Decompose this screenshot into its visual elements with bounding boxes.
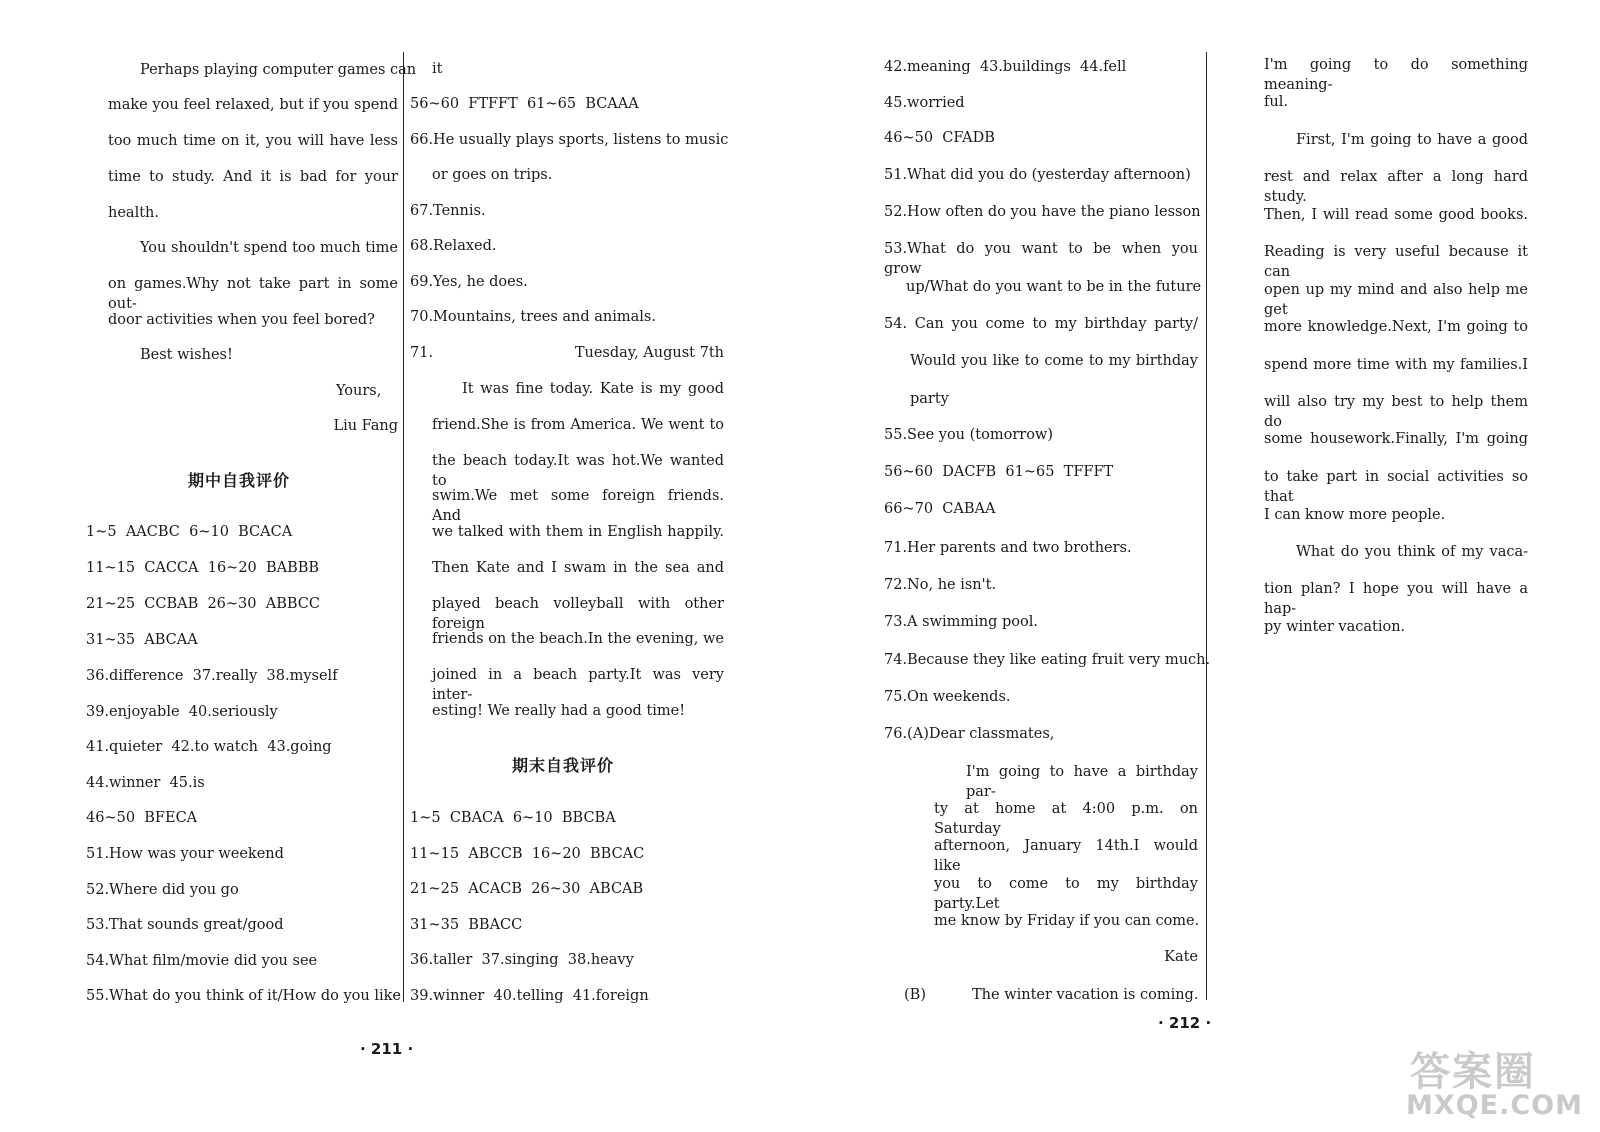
- answer-line: 66~70 CABAA: [884, 501, 996, 517]
- answer-line: 21~25 CCBAB 26~30 ABBCC: [86, 596, 320, 612]
- essay-line: spend more time with my families.I: [1264, 357, 1528, 373]
- column-divider: [403, 52, 404, 1002]
- answer-line: 56~60 FTFFT 61~65 BCAAA: [410, 96, 639, 112]
- answer-line: 55.See you (tomorrow): [884, 427, 1053, 443]
- answer-line: 75.On weekends.: [884, 689, 1011, 705]
- diary-line: swim.We met some foreign friends. And: [432, 488, 724, 524]
- letter-line: health.: [108, 205, 159, 221]
- answer-line: 42.meaning 43.buildings 44.fell: [884, 59, 1127, 75]
- answer-line: 36.taller 37.singing 38.heavy: [410, 952, 634, 968]
- essay-line: Reading is very useful because it can: [1264, 244, 1528, 280]
- answer-line: 73.A swimming pool.: [884, 614, 1038, 630]
- answer-line: 1~5 AACBC 6~10 BCACA: [86, 524, 293, 540]
- diary-number: 71.: [410, 345, 434, 361]
- letter-line: time to study. And it is bad for your: [108, 169, 398, 185]
- essay-line: py winter vacation.: [1264, 619, 1406, 635]
- invite-line: I'm going to have a birthday par-: [966, 764, 1198, 800]
- section-title-final: 期末自我评价: [512, 756, 615, 775]
- invite-line: me know by Friday if you can come.: [934, 913, 1200, 929]
- letter-line: door activities when you feel bored?: [108, 312, 375, 328]
- answer-line: 41.quieter 42.to watch 43.going: [86, 739, 332, 755]
- answer-line: 31~35 BBACC: [410, 917, 523, 933]
- answer-line: 51.How was your weekend: [86, 846, 284, 862]
- diary-line: friends on the beach.In the evening, we: [432, 631, 724, 647]
- answer-line: 46~50 BFECA: [86, 810, 198, 826]
- letter-line: Perhaps playing computer games can: [140, 62, 417, 78]
- answer-line: 46~50 CFADB: [884, 130, 995, 146]
- letter-signature: Liu Fang: [333, 418, 398, 434]
- answer-line: 74.Because they like eating fruit very much.: [884, 652, 1211, 668]
- diary-line: esting! We really had a good time!: [432, 703, 686, 719]
- page-number: · 212 ·: [1158, 1014, 1212, 1032]
- answer-line: 54.What film/movie did you see: [86, 953, 318, 969]
- answer-line: 67.Tennis.: [410, 203, 486, 219]
- diary-line: played beach volleyball with other foreign: [432, 596, 724, 632]
- answer-line: it: [432, 61, 443, 77]
- invite-line: ty at home at 4:00 p.m. on Saturday: [934, 801, 1198, 837]
- answer-line: up/What do you want to be in the future: [906, 279, 1202, 295]
- essay-line: rest and relax after a long hard study.: [1264, 169, 1528, 205]
- answer-line: 31~35 ABCAA: [86, 632, 198, 648]
- column-divider: [1206, 52, 1207, 1000]
- invite-line: afternoon, January 14th.I would like: [934, 838, 1198, 874]
- answer-line: 52.How often do you have the piano lesson: [884, 204, 1201, 220]
- part-b-label: (B): [904, 987, 926, 1003]
- answer-line: 21~25 ACACB 26~30 ABCAB: [410, 881, 644, 897]
- answer-line: 54. Can you come to my birthday party/: [884, 316, 1198, 332]
- answer-line: 44.winner 45.is: [86, 775, 205, 791]
- essay-line: will also try my best to help them do: [1264, 394, 1528, 430]
- diary-line: friend.She is from America. We went to: [432, 417, 724, 433]
- answer-line: 1~5 CBACA 6~10 BBCBA: [410, 810, 616, 826]
- watermark-url: MXQE.COM: [1406, 1090, 1583, 1121]
- letter-yours: Yours,: [336, 383, 382, 399]
- essay-line: I can know more people.: [1264, 507, 1446, 523]
- answer-line: 39.enjoyable 40.seriously: [86, 704, 278, 720]
- answer-line: 36.difference 37.really 38.myself: [86, 668, 338, 684]
- answer-line: 70.Mountains, trees and animals.: [410, 309, 656, 325]
- letter-line: on games.Why not take part in some out-: [108, 276, 398, 312]
- letter-line: make you feel relaxed, but if you spend: [108, 97, 398, 113]
- essay-line: tion plan? I hope you will have a hap-: [1264, 581, 1528, 617]
- answer-line: 53.That sounds great/good: [86, 917, 284, 933]
- answer-line: 53.What do you want to be when you grow: [884, 241, 1198, 277]
- answer-line: 76.(A)Dear classmates,: [884, 726, 1055, 742]
- answer-line: or goes on trips.: [432, 167, 553, 183]
- essay-line: First, I'm going to have a good: [1296, 132, 1528, 148]
- essay-line: some housework.Finally, I'm going: [1264, 431, 1528, 447]
- page-number: · 211 ·: [360, 1040, 414, 1058]
- invite-signature: Kate: [1164, 949, 1198, 965]
- answer-line: 11~15 CACCA 16~20 BABBB: [86, 560, 320, 576]
- answer-line: 56~60 DACFB 61~65 TFFFT: [884, 464, 1114, 480]
- diary-date: Tuesday, August 7th: [574, 345, 724, 361]
- essay-line: more knowledge.Next, I'm going to: [1264, 319, 1528, 335]
- answer-line: 52.Where did you go: [86, 882, 239, 898]
- answer-line: 68.Relaxed.: [410, 238, 497, 254]
- answer-line: 39.winner 40.telling 41.foreign: [410, 988, 649, 1004]
- diary-line: the beach today.It was hot.We wanted to: [432, 453, 724, 489]
- answer-line: 72.No, he isn't.: [884, 577, 997, 593]
- essay-line: I'm going to do something meaning-: [1264, 57, 1528, 93]
- answer-line: 51.What did you do (yesterday afternoon): [884, 167, 1191, 183]
- essay-line: open up my mind and also help me get: [1264, 282, 1528, 318]
- diary-line: It was fine today. Kate is my good: [462, 381, 724, 397]
- diary-line: joined in a beach party.It was very inter-: [432, 667, 724, 703]
- essay-line: Then, I will read some good books.: [1264, 207, 1528, 223]
- part-b-text: The winter vacation is coming.: [972, 987, 1199, 1003]
- answer-line: 71.Her parents and two brothers.: [884, 540, 1132, 556]
- section-title-midterm: 期中自我评价: [188, 471, 291, 490]
- letter-closing: Best wishes!: [140, 347, 233, 363]
- essay-line: What do you think of my vaca-: [1296, 544, 1528, 560]
- answer-line: 66.He usually plays sports, listens to music: [410, 132, 729, 148]
- letter-line: You shouldn't spend too much time: [140, 240, 398, 256]
- diary-line: we talked with them in English happily.: [432, 524, 724, 540]
- watermark-title: 答案圈: [1410, 1049, 1536, 1095]
- invite-line: you to come to my birthday party.Let: [934, 876, 1198, 912]
- letter-line: too much time on it, you will have less: [108, 133, 398, 149]
- essay-line: ful.: [1264, 94, 1288, 110]
- essay-line: to take part in social activities so that: [1264, 469, 1528, 505]
- answer-line: party: [910, 391, 949, 407]
- answer-line: Would you like to come to my birthday: [910, 353, 1198, 369]
- diary-line: Then Kate and I swam in the sea and: [432, 560, 724, 576]
- answer-line: 69.Yes, he does.: [410, 274, 528, 290]
- answer-line: 45.worried: [884, 95, 965, 111]
- watermark-logo: [1398, 1040, 1588, 1126]
- answer-line: 55.What do you think of it/How do you like: [86, 988, 401, 1004]
- answer-line: 11~15 ABCCB 16~20 BBCAC: [410, 846, 645, 862]
